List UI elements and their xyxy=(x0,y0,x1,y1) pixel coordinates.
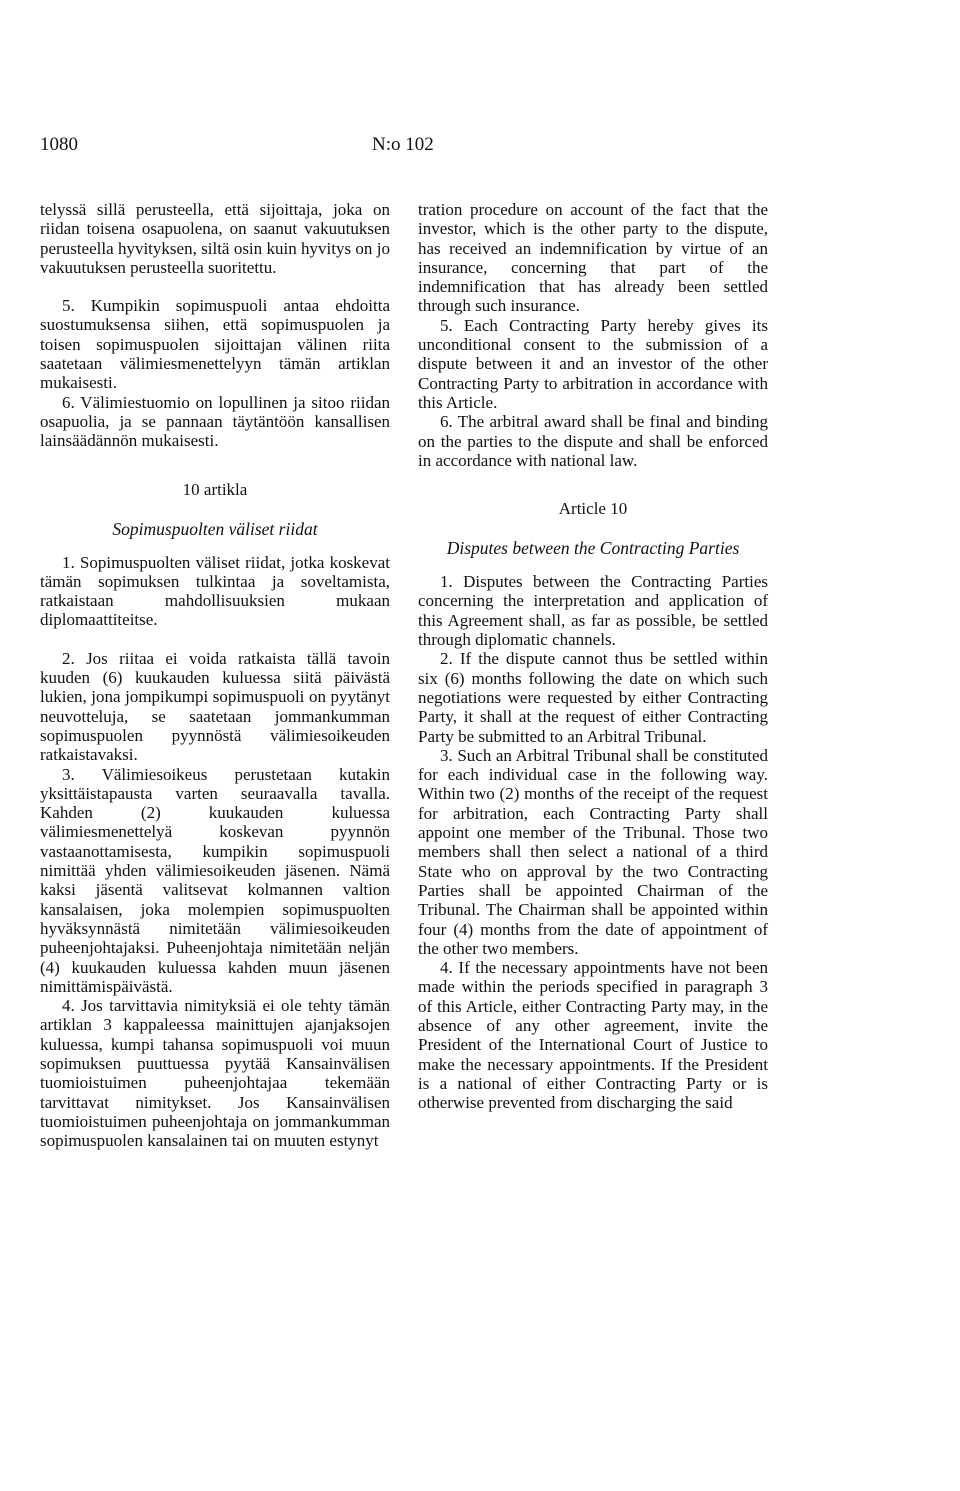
fi-article-paragraph-1: 1. Sopimuspuolten väliset riidat, jotka koskevat tämän sopimuksen tulkintaa ja soveltamista, ratkaistaan mahdollisuuksien mukaan diplomaattiteitse. xyxy=(40,552,390,630)
fi-spacer xyxy=(40,500,390,519)
fi-article-paragraph-4: 4. Jos tarvittavia nimityksiä ei ole tehty tämän artiklan 3 kappaleessa mainittujen ajanjaksojen kuluessa, kumpi tahansa sopimuspuoli voi muun sopimuksen puuttuessa pyytää Kansainvälisen tuomioistuimen puheenjohtajaa tekemään tarvittavat nimitykset. Jos Kansainvälisen tuomioistuimen puheenjohtaja on jommankumman sopimuspuolen kansalainen tai on muuten estynyt xyxy=(40,996,390,1151)
en-article-paragraph-4: 4. If the necessary appointments have not been made within the periods specified in paragraph 3 of this Article, either Contracting Party may, in the absence of any other agreement, invite the President of the International Court of Justice to make the necessary appointments. If the President is a national of either Contracting Party or is otherwise prevented from discharging the said xyxy=(418,958,768,1113)
fi-article-heading: 10 artikla xyxy=(182,479,248,499)
fi-article-title: Sopimuspuolten väliset riidat xyxy=(112,518,318,539)
en-spacer xyxy=(418,470,768,499)
fi-article-paragraph-2: 2. Jos riitaa ei voida ratkaista tällä tavoin kuuden (6) kuukauden kuluessa siitä päivästä lukien, jona jompikumpi sopimuspuoli on pyytänyt neuvotteluja, se saatetaan jommankumman sopimuspuolen pyynnöstä välimiesoikeuden ratkaistavaksi. xyxy=(40,648,390,765)
document-number: N:o 102 xyxy=(372,134,434,155)
en-spacer xyxy=(418,558,768,572)
en-paragraph-5: 5. Each Contracting Party hereby gives its unconditional consent to the submission of a dispute between it and an investor of the other Contracting Party to arbitration in accordance with this Article. xyxy=(418,315,768,412)
fi-continuation-paragraph: telyssä sillä perusteella, että sijoittaja, joka on riidan toisena osapuolena, on saanut vakuutuksen perusteella hyvityksen, siltä osin kuin hyvitys on jo vakuutuksen perusteella suoritettu. xyxy=(40,200,390,277)
fi-paragraph-5: 5. Kumpikin sopimuspuoli antaa ehdoitta suostumuksensa siihen, että sopimuspuolen ja toisen sopimuspuolen sijoittajan välinen riita saatetaan välimiesmenettelyyn tämän artiklan mukaisesti. xyxy=(40,296,390,393)
fi-spacer xyxy=(40,630,390,649)
en-article-heading: Article 10 xyxy=(558,499,628,519)
fi-paragraph-6: 6. Välimiestuomio on lopullinen ja sitoo riidan osapuolia, ja se pannaan täytäntöön kansallisen lainsäädännön mukaisesti. xyxy=(40,392,390,451)
fi-spacer xyxy=(40,277,390,296)
en-continuation-paragraph: tration procedure on account of the fact that the investor, which is the other party to the dispute, has received an indemnification by virtue of an insurance, concerning that part of the indemnification that has already been settled through such insurance. xyxy=(418,200,768,316)
en-article-paragraph-2: 2. If the dispute cannot thus be settled within six (6) months following the date on which such negotiations were requested by either Contracting Party, it shall at the request of either Contracting Party be submitted to an Arbitral Tribunal. xyxy=(418,649,768,746)
fi-spacer xyxy=(40,451,390,480)
en-spacer xyxy=(418,519,768,538)
en-article-paragraph-3: 3. Such an Arbitral Tribunal shall be constituted for each individual case in the following way. Within two (2) months of the receipt of the request for arbitration, each Contracting Party shall appoint one member of the Tribunal. Those two members shall then select a national of a third State who on approval by the two Contracting Parties shall be appointed Chairman of the Tribunal. The Chairman shall be appointed within four (4) months from the date of appointment of the other two members. xyxy=(418,745,768,958)
page-number: 1080 xyxy=(40,134,78,155)
english-column xyxy=(418,200,768,1112)
fi-article-paragraph-3: 3. Välimiesoikeus perustetaan kutakin yksittäistapausta varten seuraavalla tavalla. Kahden (2) kuukauden kuluessa välimiesmenettelyä koskevan pyynnön vastaanottamisesta, kumpikin sopimuspuoli nimittää yhden välimiesoikeuden jäsenen. Nämä kaksi jäsentä valitsevat kolmannen valtion kansalaisen, joka molempien sopimuspuolten hyväksynnästä nimitetään välimiesoikeuden puheenjohtajaksi. Puheenjohtaja nimitetään neljän (4) kuukauden kuluessa kahden muun jäsenen nimittämispäivästä. xyxy=(40,764,390,996)
en-paragraph-6: 6. The arbitral award shall be final and binding on the parties to the dispute and shall be enforced in accordance with national law. xyxy=(418,412,768,470)
finnish-column xyxy=(40,200,390,1150)
fi-spacer xyxy=(40,539,390,553)
en-article-title: Disputes between the Contracting Parties xyxy=(446,538,740,559)
en-article-paragraph-1: 1. Disputes between the Contracting Parties concerning the interpretation and application of this Agreement shall, as far as possible, be settled through diplomatic channels. xyxy=(418,572,768,650)
